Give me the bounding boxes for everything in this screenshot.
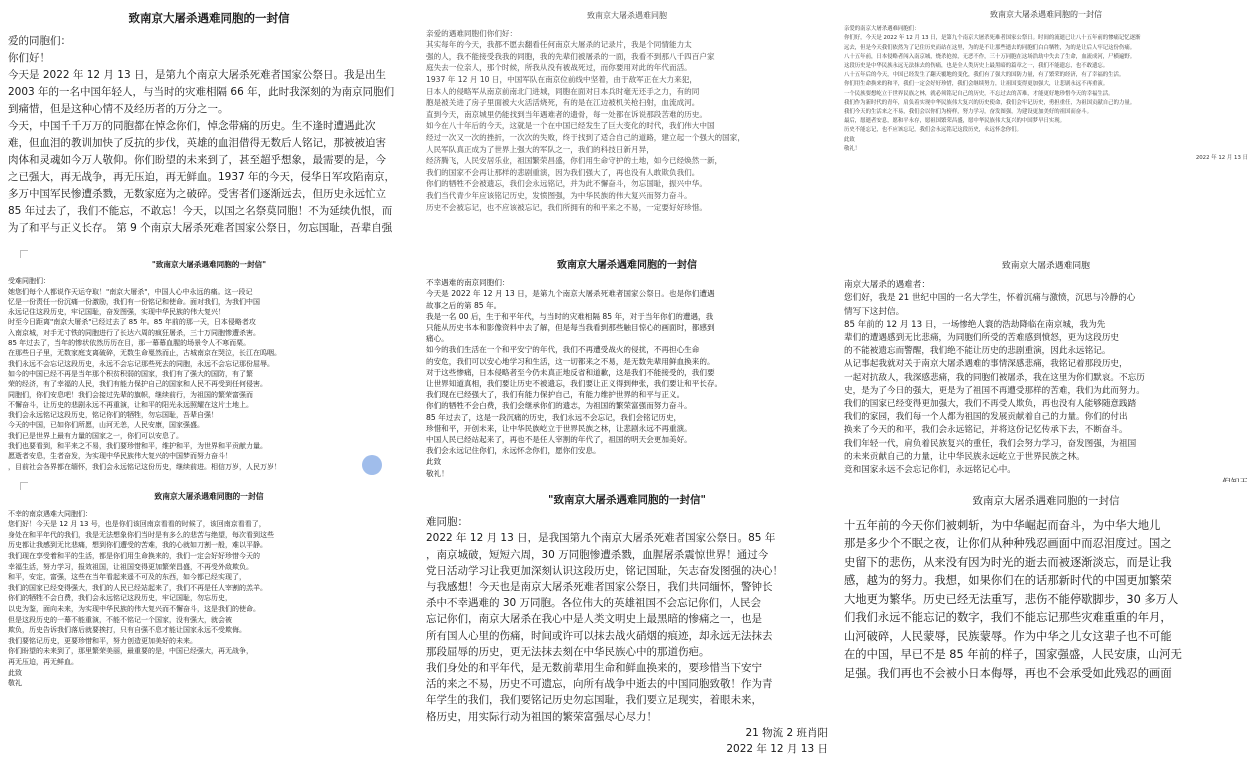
letter-line: 强的人，我不能接受我我的同胞，我的先辈们被屠杀的一面，我看不到那八千四百户家 [426,51,715,61]
letter-page-3 [836,0,1256,250]
letter-title: "致南京大屠杀遇难同胞的一封信" [548,494,706,506]
page-corner-mark [20,250,28,258]
letter-line: 2022 年 12 月 13 日，是我国第九个南京大屠杀死难者国家公祭日。85 年 [426,532,776,545]
letter-title: 致南京大屠杀遇难同胞 [587,11,667,20]
letter-line: 胞是被关进了房子里面被大火活活烧死，有的是在江边被机关枪扫射，血流成河。 [426,98,700,108]
letter-line: 日本人的侵略军从南京前南北门进城，同胞在面对日本兵时毫无还手之力，有的同 [426,86,700,96]
letter-line: 我们当代青少年应该铭记历史，发愤图强，为中华民族的伟大复兴而努力奋斗。 [426,190,692,200]
letter-line: 我是一名 00 后，生于和平年代，与当时的灾难相隔 85 年，对于当年你们的遭遇，我 [426,311,714,321]
letter-line: 愿逝者安息，生者奋发，为实现中华民族伟大复兴的中国梦而努力奋斗！ [8,452,232,461]
letter-line: 你们好！ [8,52,50,64]
letter-line: 你们的牺牲不会白费，我们会永远铭记这段历史，牢记国耻，勿忘历史， [8,594,232,603]
letter-line: 的安危，我们可以安心地学习和生活，这一切都来之不易，是无数先辈用鲜血换来的。 [426,356,715,366]
letter-line: 难同胞： [426,516,468,529]
letter-title: 致南京大屠杀遇难同胞的一封信 [557,260,697,271]
letter-line: 为了和平与正义长存。 第 9 个南京大屠杀死难者国家公祭日，勿忘国耻，吾辈自强 [8,222,393,234]
letter-title: 致南京大屠杀遇难同胞 [1002,261,1090,271]
letter-line: 亲爱的南京大屠杀遇难同胞们： [844,26,920,33]
letter-line: 到痛惜，但是这种心情不及经历者的万分之一。 [8,103,229,115]
letter-line: 一起对抗敌人，我深感悲痛，我的同胞们被屠杀，我在这里为你们默哀。不忘历 [844,372,1145,383]
letter-line: 难，但血泪的教训加快了反抗的步伐，英雄的血泪借得无数后人铭记，那被被迫害 [8,137,386,149]
letter-line: 十五年前的今天你们被刺斩，为中华崛起而奋斗，为中华大地儿 [844,518,1161,532]
letter-line: 85 年过去了，我们不能忘，不敢忘！今天，以国之名祭莫同胞！不为延续仇恨，而 [8,205,393,217]
letter-line: 让世界知道真相，我们要让历史不被遗忘，我们要让正义得到伸张，我们要让和平长存。 [426,379,723,389]
letter-line: 我们的国家不会再让那样的悲剧重演，因为我们强大了，再也没有人敢欺负我们。 [426,167,700,177]
letter-line: 之已强大，再无战争，再无压迫，再无鲜血。1937 年的今天，侵华日军攻陷南京， [8,171,396,183]
letter-line: 其实每年的今天，我都不愿去翻看任何南京大屠杀的记录片，我是个同情能力太 [426,40,692,50]
letter-line: 痛心。 [426,334,449,344]
letter-line: 我们现在已经强大了，我们有能力保护自己，有能力维护世界的和平与正义。 [426,390,685,400]
letter-line: 我们今天的生活来之不易，我们会以你们为榜样，努力学习，奋发图强，为建设更加美好的祖国而奋斗。 [844,109,1092,116]
letter-page-1 [0,0,418,250]
letter-line: 我们的国家已经变得更加强大，我们不再受人欺负，再也没有人能够随意践踏 [844,399,1137,410]
letter-line: 亲爱的遇难同胞们你们好： [426,28,518,38]
letter-line: 同胞们，你们安息吧！我们会接过先辈的旗帜，继续前行，为祖国的繁荣富强而 [8,390,253,399]
letter-line: 你们盼望的未来到了，那里繁荣美丽，最重要的是，中国已经强大，再无战争， [8,647,253,656]
letter-line: 身处在和平年代的我们，我是无法想象你们当时是有多么的悲苦与绝望，每次看到这些 [8,530,274,539]
letter-line: 不懈奋斗，让历史的悲剧永远不再重演，让和平的阳光永远照耀在这片土地上。 [8,400,253,409]
letter-line: 史留下的悲伤，从来没有因为时光的逝去而被逐渐淡忘，而是让我 [844,555,1172,569]
letter-line: 故事之后的第 85 年。 [426,300,502,310]
letter-line: 我们要铭记历史，更要珍惜和平，努力创造更加美好的未来。 [8,636,197,645]
letter-line: 如今的我们生活在一个和平安宁的年代，我们不再遭受战火的侵扰，不再担心生命 [426,345,700,355]
letter-line: 你们的牺牲不会白费，我们会继承你们的遗志，为祖国的繁荣富强而努力奋斗。 [426,401,692,411]
letter-line: 你们的牺牲不会被遗忘，我们会永远铭记，并为此不懈奋斗，勿忘国耻，振兴中华。 [426,179,707,189]
letter-line: 大地更为繁华。历史已经无法重写，悲伤不能停歇脚步，30 多万人 [844,592,1179,606]
letter-line: 经过一次又一次的挫折，一次次的失败，终于找到了适合自己的道路，建立起一个强大的国家， [426,132,745,142]
letter-line: 你们好，今天是 2022 年 12 月 13 日，是第九个南京大屠杀死难者国家公祭日。时间的流逝已让八十五年前的惨痛记忆逐渐 [844,35,1141,42]
letter-line: 多万中国军民惨遭杀戮，无数家庭为之破碎。受害者们逐渐远去，但历史永远忙立 [8,188,386,200]
letter-line: 此致 [426,457,442,467]
letter-line: 不幸遇难的南京同胞们： [426,278,510,288]
letter-line: 历史都让我感到无比悲痛，想到你们遭受的苦难，我的心就如刀割一般，难以平静。 [8,541,267,550]
letter-line: 党日活动学习让我更加深刻认识这段历史，铭记国耻，矢志奋发图强的决心！ [426,564,783,577]
letter-title: 致南京大屠杀遇难同胞的一封信 [990,10,1102,19]
letter-line: 今天是 2022 年 12 月 13 日，是第九个南京大屠杀死难者国家公祭日。也是你们遭遇 [426,289,715,299]
letter-line: 辈们的遭遇感到无比悲痛，为同胞们所受的苦难感到愤怒，更为这段历史 [844,333,1120,344]
letter-line: 这段历史是中华民族永远无法抹去的伤痛，也是全人类历史上最黑暗的篇章之一，我们不能遗忘，也不敢遗忘。 [844,63,1109,70]
letter-line: 我们的家园，我们每一个人都为祖国的发展贡献着自己的力量。你们的付出 [844,412,1128,423]
letter-line: 肉体和灵魂如今万人敬仰。你们盼望的未来到了，甚至超乎想象，最需要的是，今 [8,154,386,166]
letter-line: 我们会永远记住你们，永远怀念你们，愿你们安息。 [426,446,601,456]
letter-page-8 [418,482,836,756]
letter-line: 我们永远不会忘记这段历史，永远不会忘记那些死去的同胞，永远不会忘记那份屈辱。 [8,359,274,368]
letter-line: 我们作为新时代的青年，肩负着实现中华民族伟大复兴的历史使命，我们会牢记历史，勇担重任，为祖国贡献自己的力量。 [844,99,1136,106]
letter-line: 85 年过去了，这是一段沉痛的历史，我们永远不会忘记，我们会铭记历史， [426,412,682,422]
letter-line: 人民军队真正成为了世界上强大的军队之一，我们的科技日新月异， [426,144,654,154]
letter-line: 忆是一份责任一份沉痛一份激励，我们有一份铭记和使命。面对我们，为我们中国 [8,297,260,306]
letter-line: 和平，安定，富强，这些在当年看起来遥不可及的东西，如今都已经实现了， [8,573,246,582]
letter-line: 珍惜和平，开创未来，让中华民族屹立于世界民族之林，让悲剧永远不再重演。 [426,423,692,433]
letter-line: 敬礼！ [844,145,861,152]
letter-signature: 21 物流 2 班肖阳 [745,726,828,739]
letter-line: 竞和国家永远不会忘记你们，永远铭记心中。 [844,465,1016,476]
letter-page-2 [418,0,836,250]
letter-line: 南京大屠杀的遇难者： [844,280,930,291]
letter-line: 受难同胞们： [8,277,50,286]
letter-line: 时至今日距离"南京大屠杀"已经过去了 85 年。85 年前的那一天，日本侵略者攻 [8,318,256,327]
letter-line: 忘记你们，南京大屠杀在我心中是人类文明史上最黑暗的惨痛之一，也是 [426,613,762,626]
letter-line: 我们身处的和平年代，是无数前辈用生命和鲜血换来的，要珍惜当下安宁 [426,662,762,675]
letter-line: 一个民族要想屹立于世界民族之林，就必须铭记自己的历史，不忘过去的苦难，才能更好地珍惜今天的幸福生活。 [844,90,1114,97]
letter-line: 以史为鉴，面向未来，为实现中华民族的伟大复兴而不懈奋斗，这是我们的使命。 [8,604,260,613]
letter-line: 敬礼！ [426,468,449,478]
letter-line: 我们的国家已经变得强大，我们的人民已经站起来了，我们不再是任人宰割的羔羊。 [8,583,267,592]
page-corner-mark [20,482,28,490]
letter-line: 您们好！今天是 12 月 13 号，也是你们该回南京看看的时候了，该回南京看看了， [8,520,266,529]
letter-title: 致南京大屠杀遇难同胞的一封信 [972,495,1120,507]
letter-line: 庭失去一位亲人，那个时候，所我从没有被战死过，而你要用对此的年代而活。 [426,63,692,73]
letter-page-9 [836,482,1256,713]
letter-line: 我们现在享受着和平的生活，都是你们用生命换来的，我们一定会好好珍惜今天的 [8,551,260,560]
letter-line: 今天，中国千千万万的同胞都在悼念你们，悼念带痛的历史。生不逢时遭遇此次 [8,120,376,132]
letter-line: ，目前社会各界都在缅怀，我们会永远铭记这份历史，继续前进。相信万岁，人民万岁！ [8,462,281,471]
letter-line: 入南京城，对手无寸铁的同胞进行了长达六周的疯狂屠杀，三十万同胞惨遭杀害。 [8,328,260,337]
letter-line: 八十五年前，日本侵略者闯入南京城，烧杀抢掠，无恶不作，三十万同胞在这场浩劫中失去了生命，血流成河，尸横遍野。 [844,53,1136,60]
letter-line: 如今的中国已经不再是当年那个积贫积弱的国家，我们有了强大的国防，有了繁 [8,369,253,378]
letter-line: 历史不能忘记，也不应该忘记，我们会永远铭记这段历史，永远怀念你们。 [844,127,1022,134]
letter-line: 幸福生活，努力学习，报效祖国，让祖国变得更加繁荣昌盛，不再受外敌欺负。 [8,562,253,571]
letter-line: 换来了今天的和平，我们会永远铭记，并将这份记忆传承下去，不断奋斗。 [844,425,1128,436]
letter-line: 对于这些惨痛，日本侵略者至今仍未真正地反省和道歉，这是我们不能接受的，我们要 [426,367,715,377]
letter-line: 但是这段历史的一幕不能重演，不能不铭记一个国家，没有强大，就会被 [8,615,232,624]
letter-page-7 [0,482,418,713]
letter-line: 在那些日子里，无数家庭支离破碎，无数生命戛然而止，古城南京在哭泣，长江在呜咽。 [8,349,281,358]
letter-line: 直到今天，南京城里仍能找到当年遇难者的遗骨，每一处都在诉说那段苦难的历史。 [426,109,707,119]
letter-line: 永远记住这段历史，牢记国耻，奋发图强，实现中华民族的伟大复兴！ [8,308,225,317]
letter-line: 85 年过去了，当年的惨状依然历历在目，那一幕幕血腥的场景令人不寒而栗。 [8,339,251,348]
letter-line: 在的中国，早已不是 85 年前的样子，国家强盛，人民安康，山河无 [844,648,1182,661]
letter-line: 荣的经济，有了幸福的人民，我们有能力保护自己的国家和人民不再受到任何侵害。 [8,380,267,389]
letter-line: 活的来之不易，历史不可遗忘，向所有战争中逝去的中国同胞致敬！作为青 [426,678,773,691]
letter-page-6 [836,250,1256,482]
letter-line: 今天是 2022 年 12 月 13 日，是第九个南京大屠杀死难者国家公祭日。我是出生 [8,69,386,81]
letter-line: 足强。我们再也不会被小日本侮辱，再也不会承受如此残忍的画面 [844,666,1172,680]
letter-line: 你们用生命换来的和平，我们一定会好好珍惜，我们会继续努力，让祖国变得更加强大，让悲剧永远不再重演。 [844,81,1109,88]
letter-line: 我们年轻一代，肩负着民族复兴的重任，我们会努力学习，奋发图强，为祖国 [844,438,1137,449]
letter-line: 敬礼 [8,679,22,688]
letter-page-4 [0,250,418,482]
letter-title: 致南京大屠杀遇难同胞的一封信 [154,492,264,501]
letter-line: 所有国人心里的伤痛，时间或许可以抹去战火硝烟的痕迹，却永远无法抹去 [426,629,773,642]
letter-line: 史，是为了今日的强大，更是为了祖国不再遭受那样的苦难，我们为此而努力。 [844,385,1145,396]
letter-line: 那是多少个不眠之夜，让你们从种种残忍画面中而忍泪度过。国之 [844,537,1172,550]
letter-line: 您们好，我是 21 世纪中国的一名大学生，怀着沉痛与激愤，沉思与冷静的心 [844,293,1136,304]
letter-line: 1937 年 12 月 10 日，中国军队在南京位前线中坚着，由于敌军正在大力来犯， [426,74,697,84]
letter-line: 年学生的我们，我们要铭记历史勿忘国耻，我们要立足现实，着眼未来， [426,694,762,707]
letter-line: 格历史，用实际行动为祖国的繁荣富强尽心尽力！ [426,710,657,723]
letter-line: 远去，但是今天我们依然为了记住历史而站在这里，为的是不让那些逝去的同胞们白白牺牲，为的是让后人牢记这份伤痛。 [844,44,1136,51]
letter-line: 历史不会被忘记，也不应该被忘记，我们所拥有的和平来之不易，一定要好好珍惜。 [426,202,707,212]
letter-title: "致南京大屠杀遇难同胞的一封信" [151,260,267,269]
letter-line: ，南京城破，短短六周，30 万同胞惨遭杀戮，血腥屠杀震惊世界！通过今 [426,548,769,561]
letter-line: 欺负，历史告诉我们落后就要挨打，只有自强不息才能让国家永远不受欺侮。 [8,626,246,635]
letter-line: 情写下这封信。 [844,306,905,317]
letter-line: 她您们每个人都说作天运夺取！"南京大屠杀"，中国人心中永远的痛。这一段记 [8,287,253,296]
letter-line: 此致 [844,136,855,143]
letter-line: 从记事起我就对关于南京大屠杀遇难的事情深感悲痛，我铭记着那段历史， [844,359,1128,370]
letter-line: 那段屈辱的历史，更无法抹去刻在中华民族心中的那道伤疤。 [426,645,710,658]
letter-line: 我们会永远铭记这段历史，铭记你们的牺牲，勿忘国耻，吾辈自强！ [8,411,218,420]
letter-line: 2003 年的一名中国年轻人，与当时的灾难相隔 66 年，此时我深刻的为南京同胞们 [8,86,395,98]
letter-title: 致南京大屠杀遇难同胞的一封信 [128,11,290,25]
letter-line: 的不能被遗忘而警醒，我们绝不能让历史的悲剧重演，因此永远铭记。 [844,346,1111,357]
letter-line: 感，越为的努力。我想，如果你们在的话那新时代的中国更加繁荣 [844,574,1172,587]
letter-line: 今天的中国，已如你们所愿，山河无恙，人民安康，国家强盛。 [8,421,204,430]
letter-line: 我们已是世界上最有力量的国家之一，你们可以安息了。 [8,431,183,440]
letter-line: 再无压迫，再无鲜血。 [8,657,78,666]
letter-date: 2022 年 12 月 13 日 [1195,155,1248,162]
letter-page-5 [418,250,836,482]
letter-line: 山河破碎，人民蒙辱，民族蒙辱。作为中华之儿女这辈子也不可能 [844,629,1172,643]
letter-line: 们我们永远不能忘记的数字，我们不能忘记那些灾难重重的年月， [844,611,1172,624]
cursor-marker [362,455,382,475]
letter-line: 八十五年后的今天，中国已经发生了翻天覆地的变化，我们有了强大的国防力量，有了繁荣的经济，有了幸福的生活。 [844,72,1125,79]
letter-line: 我们也要看到，和平来之不易，我们要珍惜和平，维护和平，为世界和平贡献力量。 [8,442,267,451]
letter-line: 中国人民已经站起来了，再也不是任人宰割的年代了，祖国的明天会更加美好。 [426,435,692,445]
letter-line: 爱的同胞们： [8,35,71,47]
letter-line: 最后，愿逝者安息，愿和平永存，愿祖国繁荣昌盛，愿中华民族伟大复兴的中国梦早日实现。 [844,118,1066,125]
letter-line: 的未来贡献自己的力量，让中华民族永远屹立于世界民族之林。 [844,451,1085,462]
letter-line: 此致 [8,668,22,677]
letter-line: 经济腾飞，人民安居乐业，祖国繁荣昌盛，你们用生命守护的土地，如今已经焕然一新， [426,156,723,166]
letter-line: 与我感想！今天也是南京大屠杀死难者国家公祭日，我们共同缅怀，警钟长 [426,581,773,594]
letter-line: 如今在八十年后的今天，这就是一个在中国已经发生了巨大变化的时代，我们伟大中国 [426,121,715,131]
letter-line: 不幸的南京遇难大同胞们： [8,509,92,518]
letter-date: 2022 年 12 月 13 日 [726,743,828,756]
letter-line: 只能从历史书本和影像资料中去了解，但是每当我看到那些触目惊心的画面时，都感到 [426,323,715,333]
letter-line: 杀中不幸遇难的 30 万同胞。各位伟大的英雄祖国不会忘记你们，人民会 [426,597,762,610]
letter-line: 85 年前的 12 月 13 日，一场惨绝人寰的浩劫降临在南京城，我为先 [844,319,1106,330]
